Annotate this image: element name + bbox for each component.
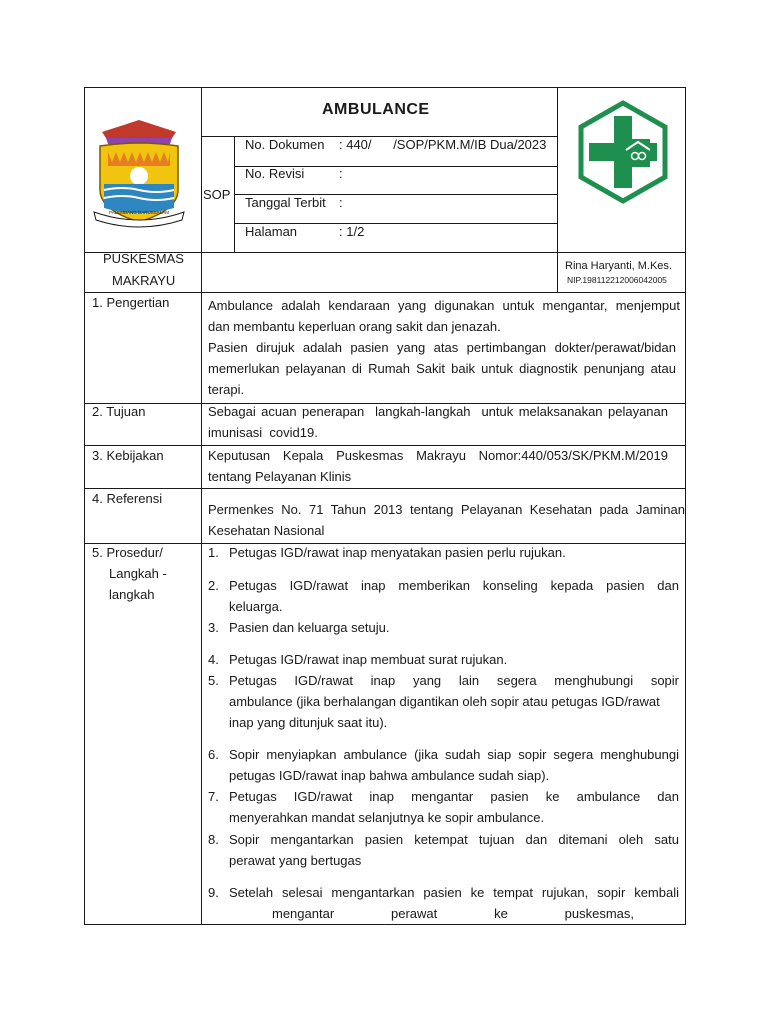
pengertian-line-2: dan membantu keperluan orang sakit dan jenazah.: [208, 319, 501, 334]
label-prosedur-2: Langkah -: [109, 566, 167, 581]
meta-label-no-dokumen: No. Dokumen: [245, 137, 325, 152]
puskesmas-name-line2: MAKRAYU: [112, 273, 176, 288]
signer-name: Rina Haryanti, M.Kes.: [565, 260, 672, 272]
referensi-line-1: Permenkes No. 71 Tahun 2013 tentang Pelayanan Kesehatan pada Jaminan: [208, 502, 685, 517]
tujuan-line-1: Sebagai acuan penerapan langkah-langkah untuk melaksanakan pelayanan: [208, 404, 668, 419]
table-border-top: [84, 87, 686, 88]
pengertian-line-5: terapi.: [208, 382, 245, 397]
tujuan-line-2: imunisasi covid19.: [208, 425, 318, 440]
step-number: 1.: [208, 545, 219, 560]
step-text: Petugas IGD/rawat inap memberikan konseling kepada pasien dan: [229, 578, 679, 593]
meta-value-halaman: : 1/2: [339, 224, 365, 239]
step-text: Petugas IGD/rawat inap menyatakan pasien perlu rujukan.: [229, 545, 566, 560]
body-column-divider: [201, 292, 202, 925]
step-text: keluarga.: [229, 599, 283, 614]
meta-label-halaman: Halaman: [245, 224, 298, 239]
step-text: Setelah selesai mengantarkan pasien ke tempat rujukan, sopir kembali: [229, 885, 679, 900]
label-referensi: 4. Referensi: [92, 491, 163, 506]
step-text: inap yang ditunjuk saat itu).: [229, 715, 388, 730]
step-text: Sopir menyiapkan ambulance (jika sudah siap sopir segera menghubungi: [229, 747, 679, 762]
step-text: Petugas IGD/rawat inap membuat surat rujukan.: [229, 652, 508, 667]
kebijakan-line-2: tentang Pelayanan Klinis: [208, 469, 352, 484]
label-tujuan: 2. Tujuan: [92, 404, 146, 419]
meta-label-tanggal-terbit: Tanggal Terbit: [245, 195, 326, 210]
step-number: 8.: [208, 832, 219, 847]
step-number: 3.: [208, 620, 219, 635]
header-divider-right: [557, 87, 558, 293]
table-border-right: [685, 87, 686, 925]
step-number: 6.: [208, 747, 219, 762]
step-text: ambulance (jika berhalangan digantikan oleh sopir atau petugas IGD/rawat: [229, 694, 660, 709]
pengertian-line-4: memerlukan pelayanan di Rumah Sakit baik untuk diagnostik penunjang atau: [208, 361, 676, 376]
label-prosedur-1: 5. Prosedur/: [92, 545, 163, 560]
signer-nip: NIP.198112212006042005: [567, 275, 667, 285]
row-line-kebijakan: [84, 488, 686, 489]
step-number: 4.: [208, 652, 219, 667]
table-border-left: [84, 87, 85, 925]
puskesmas-name-line1: PUSKESMAS: [103, 251, 184, 266]
puskesmas-logo: [576, 100, 670, 204]
meta-value-no-dokumen: : 440/ /SOP/PKM.M/IB Dua/2023: [339, 137, 547, 152]
step-text: Petugas IGD/rawat inap mengantar pasien ke ambulance dan: [229, 789, 679, 804]
step-text: Petugas IGD/rawat inap yang lain segera menghubungi sopir: [229, 673, 679, 688]
header-divider-left: [201, 87, 202, 293]
step-number: 5.: [208, 673, 219, 688]
step-text: Sopir mengantarkan pasien ketempat tujuan dan ditemani oleh satu: [229, 832, 679, 847]
label-kebijakan: 3. Kebijakan: [92, 448, 164, 463]
step-text: Pasien dan keluarga setuju.: [229, 620, 390, 635]
step-text: perawat yang bertugas: [229, 853, 362, 868]
sop-label: SOP: [203, 187, 231, 202]
label-prosedur-3: langkah: [109, 587, 155, 602]
step-number: 7.: [208, 789, 219, 804]
table-border-bottom: [84, 924, 686, 925]
document-title: AMBULANCE: [322, 101, 430, 118]
step-number: 2.: [208, 578, 219, 593]
step-number: 9.: [208, 885, 219, 900]
emblem-ribbon-text: PALEMBANG DARUSSALAM: [109, 210, 169, 215]
step-text: mengantar perawat ke puskesmas,: [272, 906, 634, 921]
pengertian-line-3: Pasien dirujuk adalah pasien yang atas pertimbangan dokter/perawat/bidan: [208, 340, 676, 355]
meta-value-tanggal-terbit: :: [339, 195, 343, 210]
meta-value-no-revisi: :: [339, 166, 343, 181]
referensi-line-2: Kesehatan Nasional: [208, 523, 325, 538]
step-text: petugas IGD/rawat inap bahwa ambulance sudah siap).: [229, 768, 550, 783]
city-emblem-logo: [92, 118, 186, 230]
step-text: menyerahkan mandat selanjutnya ke sopir ambulance.: [229, 810, 545, 825]
kebijakan-line-1: Keputusan Kepala Puskesmas Makrayu Nomor:440/053/SK/PKM.M/2019: [208, 448, 668, 463]
meta-label-no-revisi: No. Revisi: [245, 166, 305, 181]
pengertian-line-1: Ambulance adalah kendaraan yang digunakan untuk mengantar, menjemput: [208, 298, 680, 313]
header-bottom-line: [84, 292, 686, 293]
label-pengertian: 1. Pengertian: [92, 295, 170, 310]
